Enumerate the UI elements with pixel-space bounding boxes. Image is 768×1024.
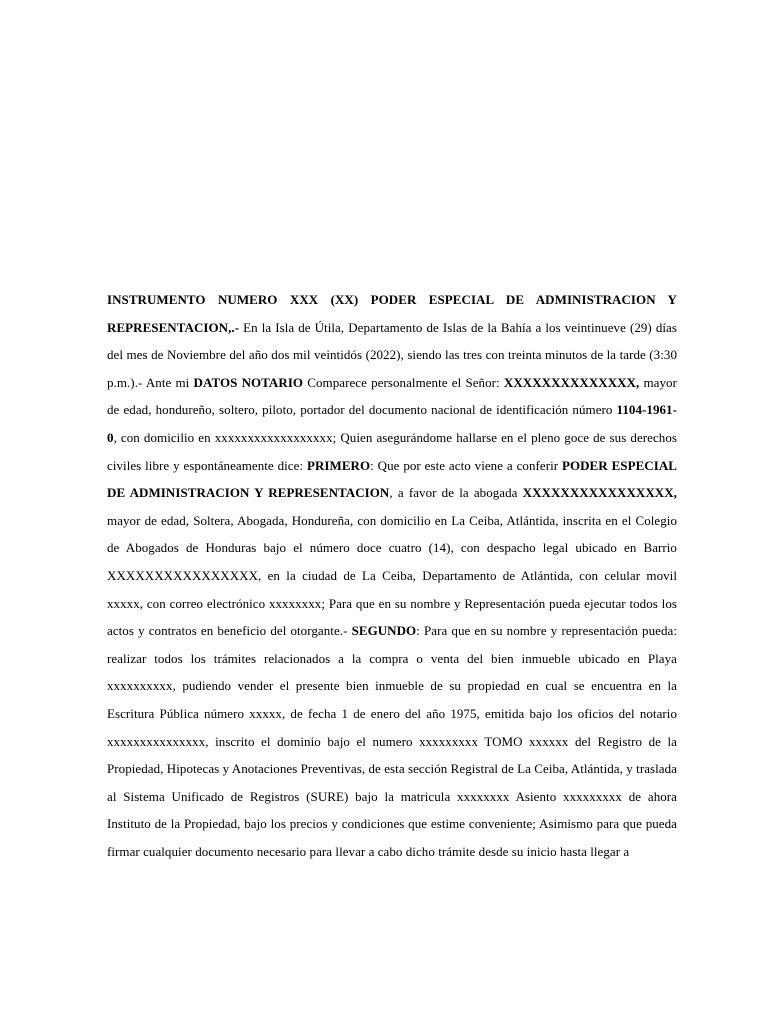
deed-paragraph — [107, 286, 677, 865]
attorney-details: mayor de edad, Soltera, Abogada, Hondureña, con domicilio en La Ceiba, Atlántida, inscrita en el Colegio de Abogados de Honduras bajo el número doce cuatro (14), con despacho legal ubicado en Barrio XXXXXXXXXXXXXXXX, en la ciudad de La Ceiba, Departamento de Atlántida, con celular movil xxxxx, con correo electrónico xxxxxxxx; Para que en su nombre y Representación pueda ejecutar todos los actos y contratos en beneficio del otorgante.- — [107, 512, 677, 639]
power-type: PODER ESPECIAL DE ADMINISTRACION Y REPRESENTACION — [107, 457, 677, 501]
domicile-text: , con domicilio en xxxxxxxxxxxxxxxxxx; Quien asegurándome hallarse en el pleno goce de sus derechos civiles libre y espontáneamente dice: — [107, 429, 677, 473]
instrument-heading: INSTRUMENTO NUMERO XXX (XX) PODER ESPECIAL DE ADMINISTRACION Y REPRESENTACION,.- — [107, 292, 677, 335]
clause-primero-text: : Que por este acto viene a conferir — [370, 457, 562, 473]
clause-segundo-label: SEGUNDO — [351, 623, 417, 639]
grantor-details: mayor de edad, hondureño, soltero, piloto, portador del documento nacional de identificación número — [107, 374, 677, 418]
clause-primero-label: PRIMERO — [306, 457, 371, 473]
notary-data-label: DATOS NOTARIO — [193, 374, 304, 390]
grantor-name: XXXXXXXXXXXXXX, — [503, 374, 640, 390]
id-number: 1104-1961-0 — [107, 402, 677, 445]
in-favor-text: , a favor de la abogada — [389, 485, 523, 501]
opening-text: En la Isla de Útila, Departamento de Islas de la Bahía a los veintinueve (29) días del mes de Noviembre del año dos mil veintidós (2022), siendo las tres con treinta minutos de la tarde (3:30 p.m.).- Ante mi — [107, 319, 677, 390]
appearance-text: Comparece personalmente el Señor: — [303, 374, 504, 390]
attorney-name: XXXXXXXXXXXXXXXX, — [522, 485, 677, 501]
clause-segundo-text: : Para que en su nombre y representación pueda: realizar todos los trámites relacionados a la compra o venta del bien inmueble ubicado en Playa xxxxxxxxxx, pudiendo vender el presente bien inmueble de su propiedad en cual se encuentra en la Escritura Pública número xxxxx, de fecha 1 de enero del año 1975, emitida bajo los oficios del notario xxxxxxxxxxxxxxx, inscrito el dominio bajo el numero xxxxxxxxx TOMO xxxxxx del Registro de la Propiedad, Hipotecas y Anotaciones Preventivas, de esta sección Registral de La Ceiba, Atlántida, y traslada al Sistema Unificado de Registros (SURE) bajo la matricula xxxxxxxx Asiento xxxxxxxxx de ahora Instituto de la Propiedad, bajo los precios y condiciones que estime conveniente; Asimismo para que pueda firmar cualquier documento necesario para llevar a cabo dicho trámite desde su inicio hasta llegar a — [107, 623, 677, 859]
